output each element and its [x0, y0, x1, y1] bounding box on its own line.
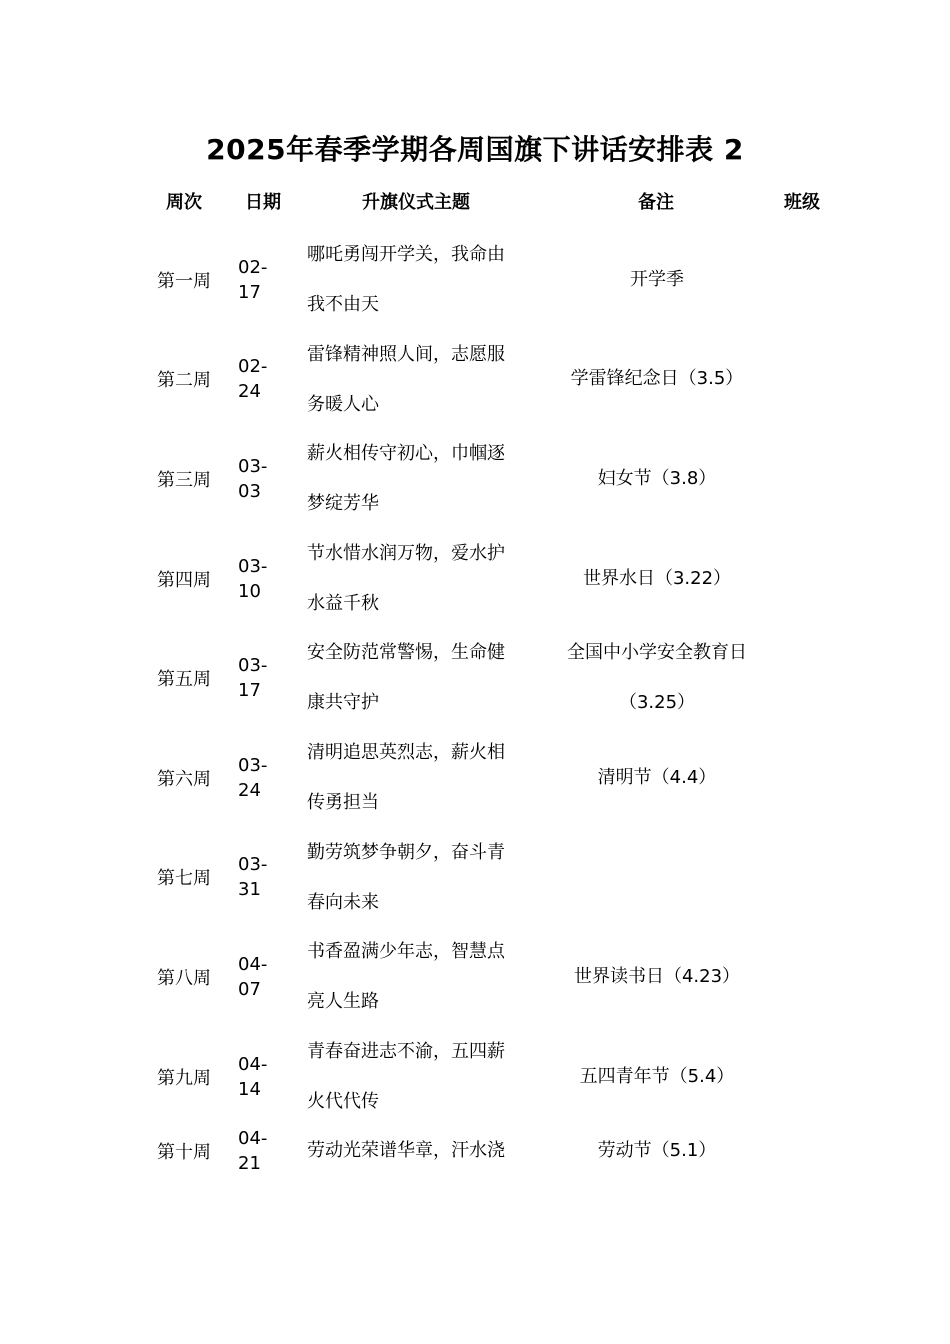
theme-cell: 节水惜水润万物，爱水护水益千秋 [307, 542, 505, 614]
document-title: 2025年春季学期各周国旗下讲话安排表 2 [206, 133, 744, 166]
date-cell [238, 628, 288, 728]
note-cell: 学雷锋纪念日（3.5） [570, 368, 744, 390]
date-cell [238, 728, 288, 828]
table-row [0, 728, 950, 828]
theme-cell: 书香盈满少年志，智慧点亮人生路 [307, 941, 505, 1013]
date-cell [238, 1027, 288, 1127]
date-text: 04-07 [238, 953, 268, 1000]
date-text: 02-24 [238, 356, 268, 403]
date-text: 03-24 [238, 754, 268, 801]
table-row [0, 828, 950, 928]
date-cell [238, 529, 288, 629]
theme-cell: 安全防范常警惕，生命健康共守护 [307, 642, 505, 714]
date-text: 03-03 [238, 455, 268, 502]
date-text: 04-14 [238, 1053, 268, 1100]
note-cell: 世界读书日（4.23） [573, 965, 741, 987]
date-text: 03-17 [238, 655, 268, 702]
date-cell [238, 1126, 288, 1176]
table-row [0, 230, 950, 330]
theme-cell: 青春奋进志不渝，五四薪火代代传 [307, 1040, 505, 1112]
date-text: 03-31 [238, 854, 268, 901]
note-cell: 五四青年节（5.4） [579, 1065, 735, 1087]
note-cell [556, 828, 758, 928]
week-cell: 第八周 [157, 967, 211, 989]
header-date: 日期 [245, 192, 281, 213]
header-theme: 升旗仪式主题 [362, 192, 470, 213]
date-text: 03-10 [238, 555, 268, 602]
date-cell [238, 429, 288, 529]
theme-cell: 雷锋精神照人间，志愿服务暖人心 [307, 343, 505, 415]
note-cell: 全国中小学安全教育日（3.25） [567, 642, 747, 714]
table-row [0, 628, 950, 728]
week-cell: 第五周 [157, 669, 211, 691]
schedule-table-body [0, 230, 950, 1176]
week-cell: 第三周 [157, 469, 211, 491]
table-row [0, 330, 950, 430]
date-cell [238, 927, 288, 1027]
date-cell [238, 828, 288, 928]
note-cell: 开学季 [630, 268, 684, 290]
date-cell [238, 330, 288, 430]
note-cell: 世界水日（3.22） [582, 567, 732, 589]
date-text: 04-21 [238, 1128, 268, 1175]
note-cell: 清明节（4.4） [597, 766, 717, 788]
week-cell: 第七周 [157, 868, 211, 890]
date-cell [238, 230, 288, 330]
theme-cell: 清明追思英烈志，薪火相传勇担当 [307, 741, 505, 813]
table-row [0, 1126, 950, 1176]
table-row [0, 529, 950, 629]
week-cell: 第四周 [157, 569, 211, 591]
header-week: 周次 [166, 192, 202, 213]
theme-cell: 劳动光荣谱华章，汗水浇 [307, 1140, 505, 1162]
week-cell: 第二周 [157, 370, 211, 392]
table-row [0, 1027, 950, 1127]
note-cell: 劳动节（5.1） [597, 1140, 717, 1162]
table-row [0, 927, 950, 1027]
note-cell: 妇女节（3.8） [597, 467, 717, 489]
theme-cell: 哪吒勇闯开学关，我命由我不由天 [307, 244, 505, 315]
date-text: 02-17 [238, 256, 268, 303]
theme-cell: 薪火相传守初心，巾帼逐梦绽芳华 [307, 443, 505, 515]
week-cell: 第一周 [157, 270, 211, 292]
header-note: 备注 [638, 192, 674, 213]
header-class: 班级 [784, 192, 820, 213]
week-cell: 第六周 [157, 768, 211, 790]
week-cell: 第十周 [157, 1142, 211, 1164]
table-row [0, 429, 950, 529]
table-header [0, 188, 950, 218]
week-cell: 第九周 [157, 1067, 211, 1089]
theme-cell: 勤劳筑梦争朝夕，奋斗青春向未来 [307, 841, 505, 913]
